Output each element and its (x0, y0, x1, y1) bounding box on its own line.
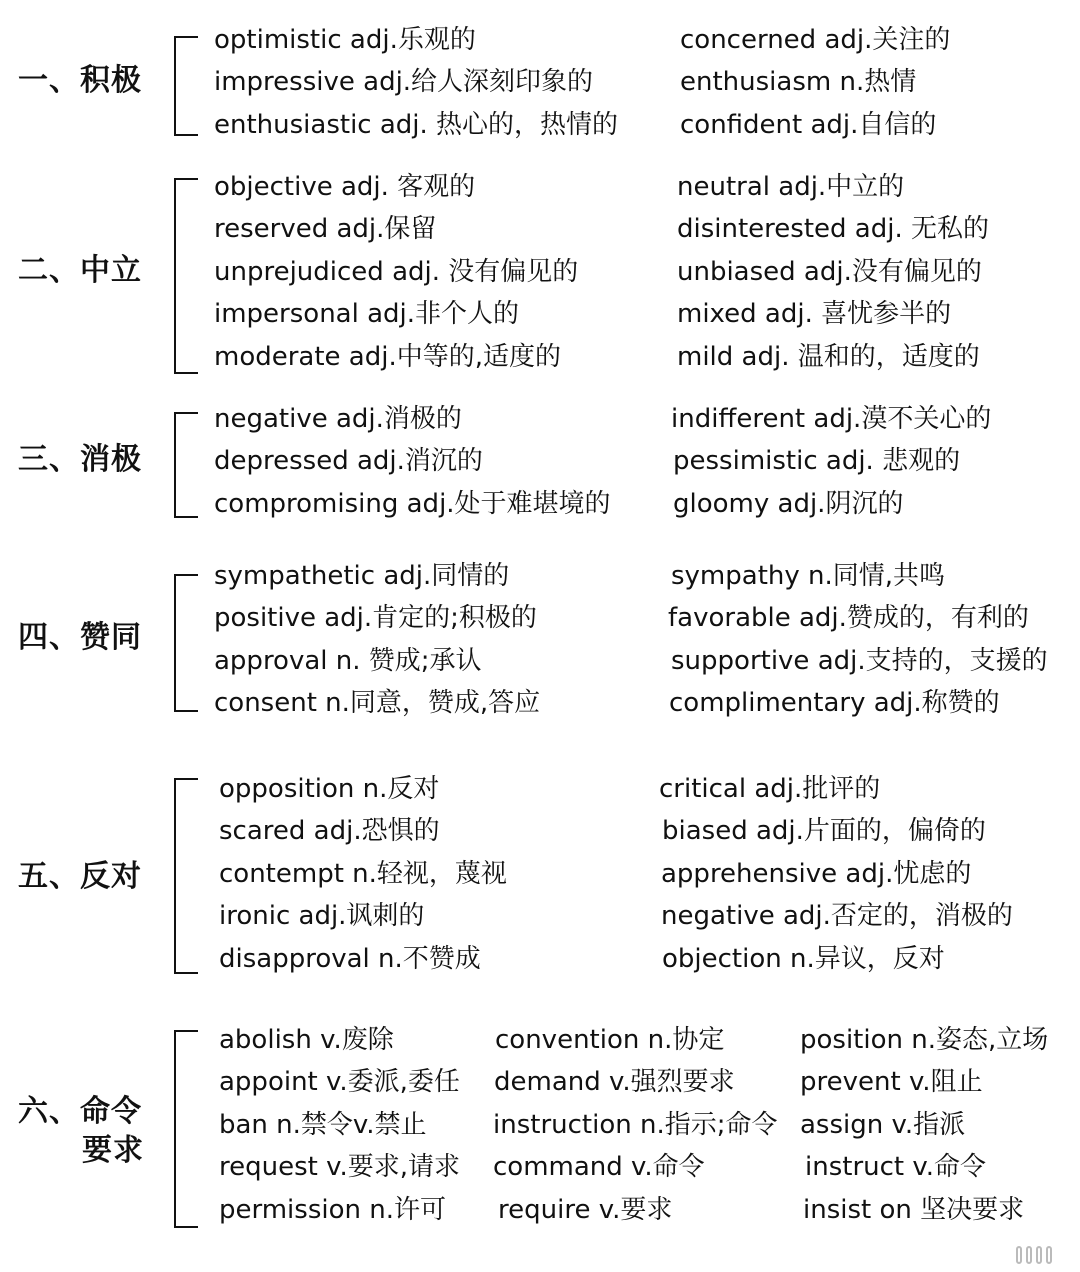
bracket (174, 178, 198, 374)
word-entry: require v.要求 (498, 1195, 673, 1225)
word-entry: sympathetic adj.同情的 (214, 561, 510, 591)
word-entry: disinterested adj. 无私的 (677, 214, 989, 244)
section-label: 四、赞同 (18, 620, 142, 655)
word-entry: contempt n.轻视，蔑视 (219, 859, 507, 889)
word-entry: scared adj.恐惧的 (219, 816, 440, 846)
word-entry: apprehensive adj.忧虑的 (661, 859, 972, 889)
word-entry: pessimistic adj. 悲观的 (673, 446, 961, 476)
word-entry: objection n.异议，反对 (662, 944, 945, 974)
bracket (174, 574, 198, 712)
word-entry: prevent v.阻止 (800, 1067, 983, 1097)
word-entry: neutral adj.中立的 (677, 172, 905, 202)
word-entry: permission n.许可 (219, 1195, 446, 1225)
bracket (174, 412, 198, 518)
word-entry: sympathy n.同情,共鸣 (671, 561, 946, 591)
word-entry: insist on 坚决要求 (803, 1195, 1025, 1225)
section-label (18, 1095, 144, 1167)
word-entry: approval n. 赞成;承认 (214, 646, 482, 676)
word-entry: instruction n.指示;命令 (493, 1110, 778, 1140)
word-entry: abolish v.废除 (219, 1025, 394, 1055)
word-entry: reserved adj.保留 (214, 214, 437, 244)
word-entry: mild adj. 温和的，适度的 (677, 342, 980, 372)
word-entry: position n.姿态,立场 (800, 1025, 1049, 1055)
bracket (174, 778, 198, 974)
word-entry: ironic adj.讽刺的 (219, 901, 425, 931)
word-entry: supportive adj.支持的，支援的 (671, 646, 1048, 676)
word-entry: command v.命令 (493, 1152, 705, 1182)
word-entry: optimistic adj.乐观的 (214, 25, 476, 55)
word-entry: critical adj.批评的 (659, 774, 881, 804)
bracket (174, 36, 198, 136)
word-entry: compromising adj.处于难堪境的 (214, 489, 611, 519)
section-label: 二、中立 (18, 253, 142, 288)
word-entry: complimentary adj.称赞的 (669, 688, 1000, 718)
word-entry: confident adj.自信的 (680, 110, 937, 140)
word-entry: assign v.指派 (800, 1110, 966, 1140)
word-entry: moderate adj.中等的,适度的 (214, 342, 562, 372)
word-entry: appoint v.委派,委任 (219, 1067, 460, 1097)
word-entry: impressive adj.给人深刻印象的 (214, 67, 594, 97)
word-entry: indifferent adj.漠不关心的 (671, 404, 992, 434)
word-entry: instruct v.命令 (805, 1152, 986, 1182)
word-entry: request v.要求,请求 (219, 1152, 460, 1182)
word-entry: demand v.强烈要求 (494, 1067, 735, 1097)
word-entry: favorable adj.赞成的，有利的 (668, 603, 1029, 633)
word-entry: positive adj.肯定的;积极的 (214, 603, 537, 633)
word-entry: opposition n.反对 (219, 774, 440, 804)
section-label: 三、消极 (18, 442, 142, 477)
section-label: 一、积极 (18, 63, 142, 98)
section-label: 五、反对 (18, 859, 142, 894)
watermark-icon (1016, 1246, 1076, 1268)
word-entry: depressed adj.消沉的 (214, 446, 483, 476)
section-label-line1: 六、命令 (18, 1094, 142, 1129)
word-entry: unbiased adj.没有偏见的 (677, 257, 982, 287)
word-entry: negative adj.否定的，消极的 (661, 901, 1013, 931)
word-entry: negative adj.消极的 (214, 404, 462, 434)
word-entry: concerned adj.关注的 (680, 25, 951, 55)
word-entry: ban n.禁令v.禁止 (219, 1110, 427, 1140)
word-entry: objective adj. 客观的 (214, 172, 476, 202)
word-entry: convention n.协定 (495, 1025, 725, 1055)
word-entry: disapproval n.不赞成 (219, 944, 481, 974)
word-entry: enthusiastic adj. 热心的，热情的 (214, 110, 619, 140)
word-entry: mixed adj. 喜忧参半的 (677, 299, 952, 329)
section-label-line2: 要求 (82, 1133, 144, 1168)
word-entry: consent n.同意，赞成,答应 (214, 688, 541, 718)
bracket (174, 1030, 198, 1228)
word-entry: impersonal adj.非个人的 (214, 299, 520, 329)
word-entry: unprejudiced adj. 没有偏见的 (214, 257, 579, 287)
word-entry: biased adj.片面的，偏倚的 (662, 816, 986, 846)
word-entry: gloomy adj.阴沉的 (673, 489, 904, 519)
word-entry: enthusiasm n.热情 (680, 67, 917, 97)
